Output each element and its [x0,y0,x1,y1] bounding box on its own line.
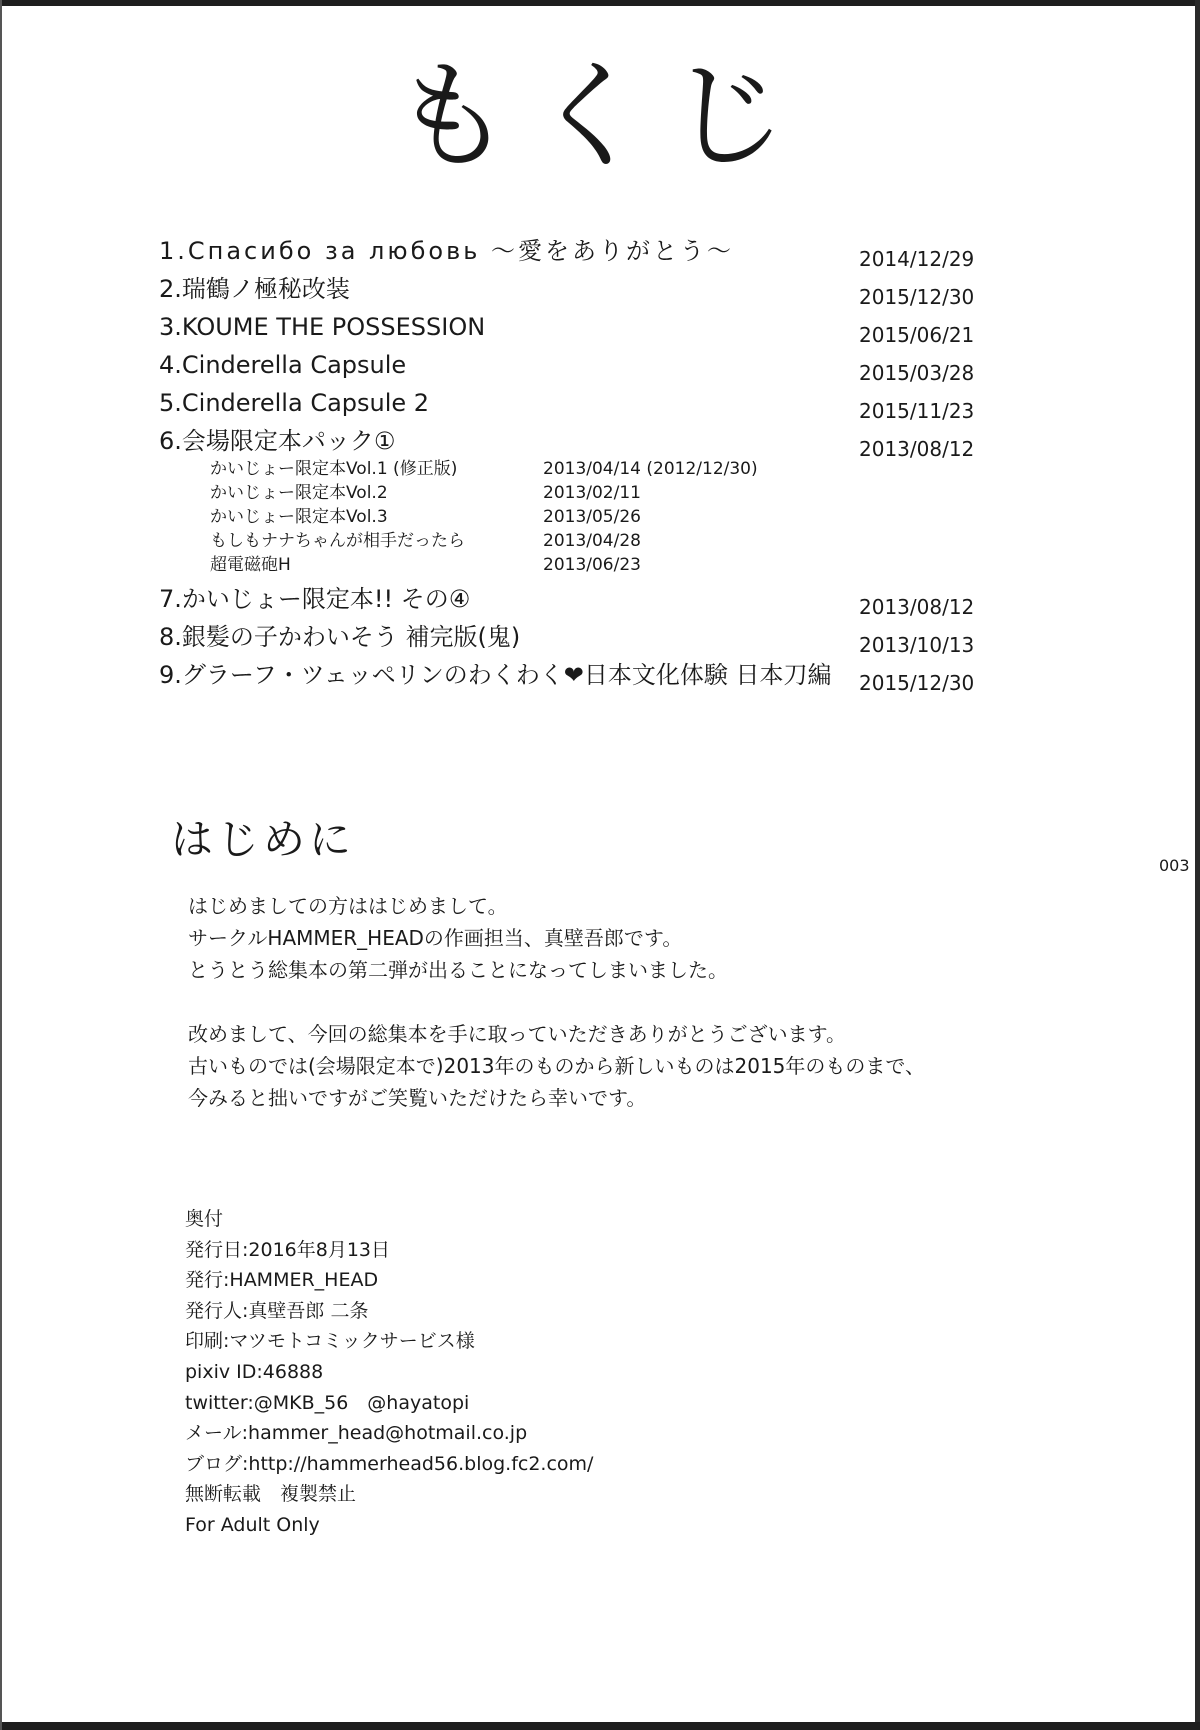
colophon-line: 印刷:マツモトコミックサービス様 [185,1330,475,1353]
toc-entry-date: 2015/12/30 [859,285,975,309]
colophon-heading: 奥付 [185,1208,224,1230]
toc-entry [159,350,989,388]
colophon-line: pixiv ID:46888 [185,1360,324,1383]
toc-entry [159,388,989,426]
toc-entry-date: 2013/10/13 [859,633,975,657]
intro-line: とうとう総集本の第二弾が出ることになってしまいました。 [188,958,728,982]
scan-border-left [0,0,2,1730]
toc-entry-title: 4.Cinderella Capsule [159,351,407,379]
toc-sub-entry-date: 2013/04/14 (2012/12/30) [543,459,758,479]
colophon-line: 発行:HAMMER_HEAD [185,1269,379,1292]
intro-line: 古いものでは(会場限定本で)2013年のものから新しいものは2015年のものまで、 [188,1054,926,1078]
toc-entry [159,312,989,350]
toc-sub-entry-title: もしもナナちゃんが相手だったら [210,531,465,551]
toc-sub-entry [210,482,989,506]
toc-entry [159,622,989,660]
scan-border-right [1195,0,1200,1730]
toc-entry-date: 2015/06/21 [859,323,975,347]
toc-entry-date: 2013/08/12 [859,595,975,619]
toc-entry-title: 1.Спасибо за любовь ～愛をありがとう～ [159,237,735,265]
toc-entry [159,274,989,312]
toc-entry [159,660,989,698]
toc-title: もくじ [392,47,807,185]
toc-sub-entry-title: 超電磁砲H [210,555,291,575]
toc-entry-date: 2015/03/28 [859,361,975,385]
toc-entry-title: 9.グラーフ・ツェッペリンのわくわく❤日本文化体験 日本刀編 [159,661,832,689]
intro-line: 改めまして、今回の総集本を手に取っていただきありがとうございます。 [188,1022,846,1046]
intro-line: サークルHAMMER_HEADの作画担当、真壁吾郎です。 [188,926,683,950]
toc-entry-date: 2014/12/29 [859,247,975,271]
colophon-line: メール:hammer_head@hotmail.co.jp [185,1422,528,1445]
toc-entry-title: 7.かいじょー限定本!! その④ [159,585,471,613]
paragraph-gap [188,986,1118,1018]
toc-sub-entry-date: 2013/05/26 [543,507,641,527]
toc-sub-entry-date: 2013/04/28 [543,531,641,551]
colophon-line: 発行人:真壁吾郎 二条 [185,1299,369,1322]
page-number: 003 [1159,856,1190,875]
colophon-line: twitter:@MKB_56 @hayatopi [185,1391,470,1414]
toc-list [159,236,989,698]
intro-text [188,890,1118,1114]
intro-line: 今みると拙いですがご笑覧いただけたら幸いです。 [188,1086,647,1110]
colophon-line: ブログ:http://hammerhead56.blog.fc2.com/ [185,1452,594,1475]
toc-sub-entry-title: かいじょー限定本Vol.1 (修正版) [210,459,458,479]
toc-entry-date: 2015/12/30 [859,671,975,695]
toc-entry [159,236,989,274]
toc-sub-entry-title: かいじょー限定本Vol.3 [210,507,388,527]
toc-entry-title: 6.会場限定本パック① [159,427,396,455]
toc-entry [159,584,989,622]
intro-line: はじめましての方ははじめまして。 [188,894,508,918]
colophon-line: For Adult Only [185,1513,320,1536]
toc-entry-date: 2015/11/23 [859,399,975,423]
scan-border-top [0,0,1200,6]
toc-entry-title: 5.Cinderella Capsule 2 [159,389,430,417]
toc-entry-date: 2013/08/12 [859,437,975,461]
toc-sub-entry [210,458,989,482]
colophon [185,1204,885,1541]
toc-sub-entry [210,530,989,554]
colophon-line: 発行日:2016年8月13日 [185,1238,391,1261]
colophon-line: 無断転載 複製禁止 [185,1483,357,1506]
toc-sub-entry-title: かいじょー限定本Vol.2 [210,483,388,503]
toc-sub-entry [210,506,989,530]
toc-entry-title: 3.KOUME THE POSSESSION [159,313,486,341]
toc-sub-entry-date: 2013/06/23 [543,555,641,575]
toc-sub-entry-date: 2013/02/11 [543,483,641,503]
scan-border-bottom [0,1722,1200,1730]
toc-entry-title: 2.瑞鶴ノ極秘改装 [159,275,350,303]
toc-entry [159,426,989,461]
intro-heading: はじめに [171,815,356,864]
toc-entry-title: 8.銀髪の子かわいそう 補完版(鬼) [159,623,521,651]
toc-sub-entry [210,554,989,578]
toc-sub-list [210,458,989,578]
